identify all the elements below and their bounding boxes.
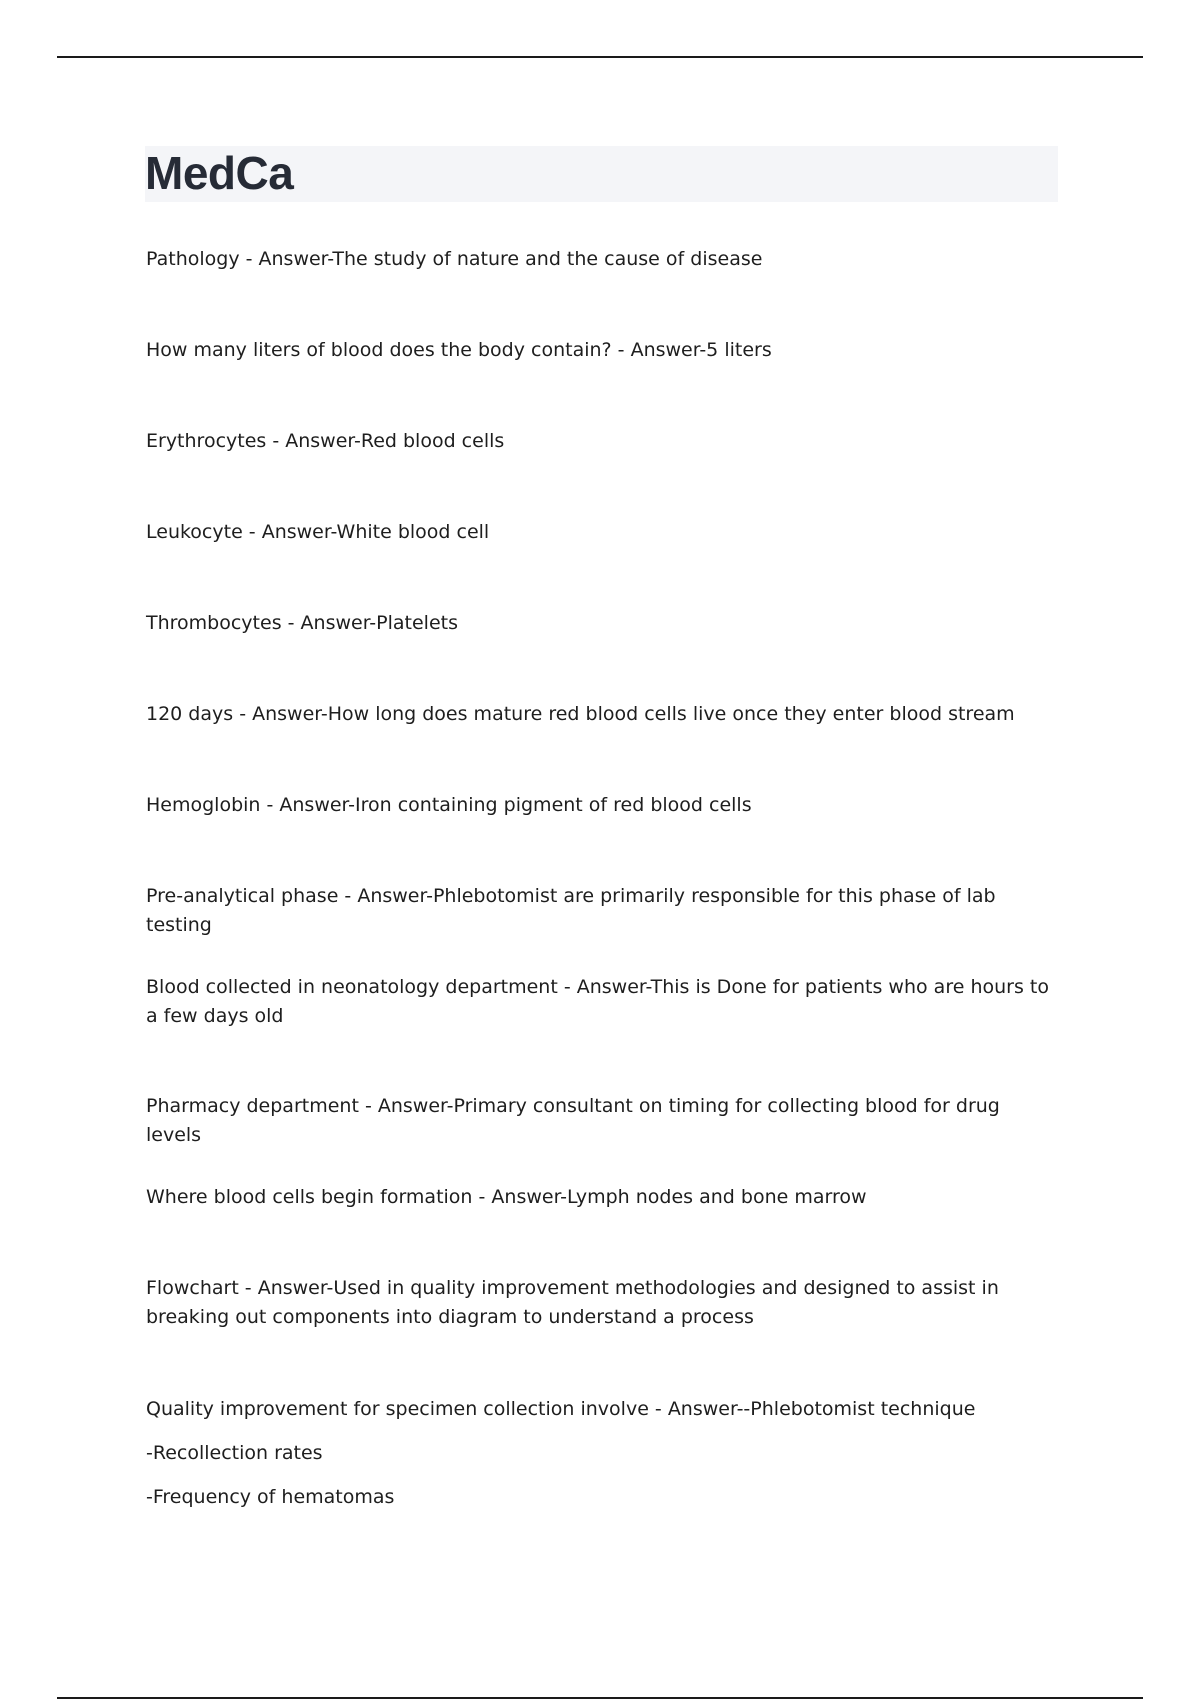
top-rule	[57, 56, 1143, 58]
qa-text: 120 days - Answer-How long does mature red blood cells live once they enter blood stream	[146, 703, 1015, 725]
qa-item-neonatology	[146, 973, 1051, 1031]
qa-text: Blood collected in neonatology department - Answer-This is Done for patients who are hours to a few days old	[146, 976, 1049, 1027]
qa-item-hemoglobin	[146, 791, 1051, 820]
qa-item-pre-analytical	[146, 882, 1051, 940]
qa-item-120-days	[146, 700, 1051, 729]
qa-text: Leukocyte - Answer-White blood cell	[146, 521, 490, 543]
qa-item-pathology	[146, 245, 1051, 274]
qa-item-blood-cell-formation	[146, 1183, 1051, 1212]
qa-item-blood-volume	[146, 336, 1051, 365]
qa-item-leukocyte	[146, 518, 1051, 547]
qa-item-pharmacy	[146, 1092, 1051, 1150]
qa-text: Pre-analytical phase - Answer-Phlebotomist are primarily responsible for this phase of lab testing	[146, 885, 996, 936]
document-title: MedCa	[145, 147, 294, 199]
qa-text: How many liters of blood does the body contain? - Answer-5 liters	[146, 339, 772, 361]
qa-text: Hemoglobin - Answer-Iron containing pigment of red blood cells	[146, 794, 752, 816]
qa-text: Quality improvement for specimen collection involve - Answer--Phlebotomist technique	[146, 1398, 976, 1420]
qa-text: Where blood cells begin formation - Answer-Lymph nodes and bone marrow	[146, 1186, 867, 1208]
qa-text: Thrombocytes - Answer-Platelets	[146, 612, 458, 634]
qa-item-erythrocytes	[146, 427, 1051, 456]
qa-subitem: -Frequency of hematomas	[146, 1486, 395, 1508]
qa-subitem: -Recollection rates	[146, 1442, 323, 1464]
qa-item-quality-improvement	[146, 1395, 1051, 1512]
qa-item-flowchart	[146, 1274, 1051, 1332]
qa-text: Pharmacy department - Answer-Primary consultant on timing for collecting blood for drug levels	[146, 1095, 1000, 1146]
qa-text: Flowchart - Answer-Used in quality improvement methodologies and designed to assist in breaking out components into diagram to understand a process	[146, 1277, 999, 1328]
qa-text: Pathology - Answer-The study of nature and the cause of disease	[146, 248, 763, 270]
bottom-rule	[57, 1697, 1143, 1699]
qa-item-thrombocytes	[146, 609, 1051, 638]
qa-text: Erythrocytes - Answer-Red blood cells	[146, 430, 505, 452]
